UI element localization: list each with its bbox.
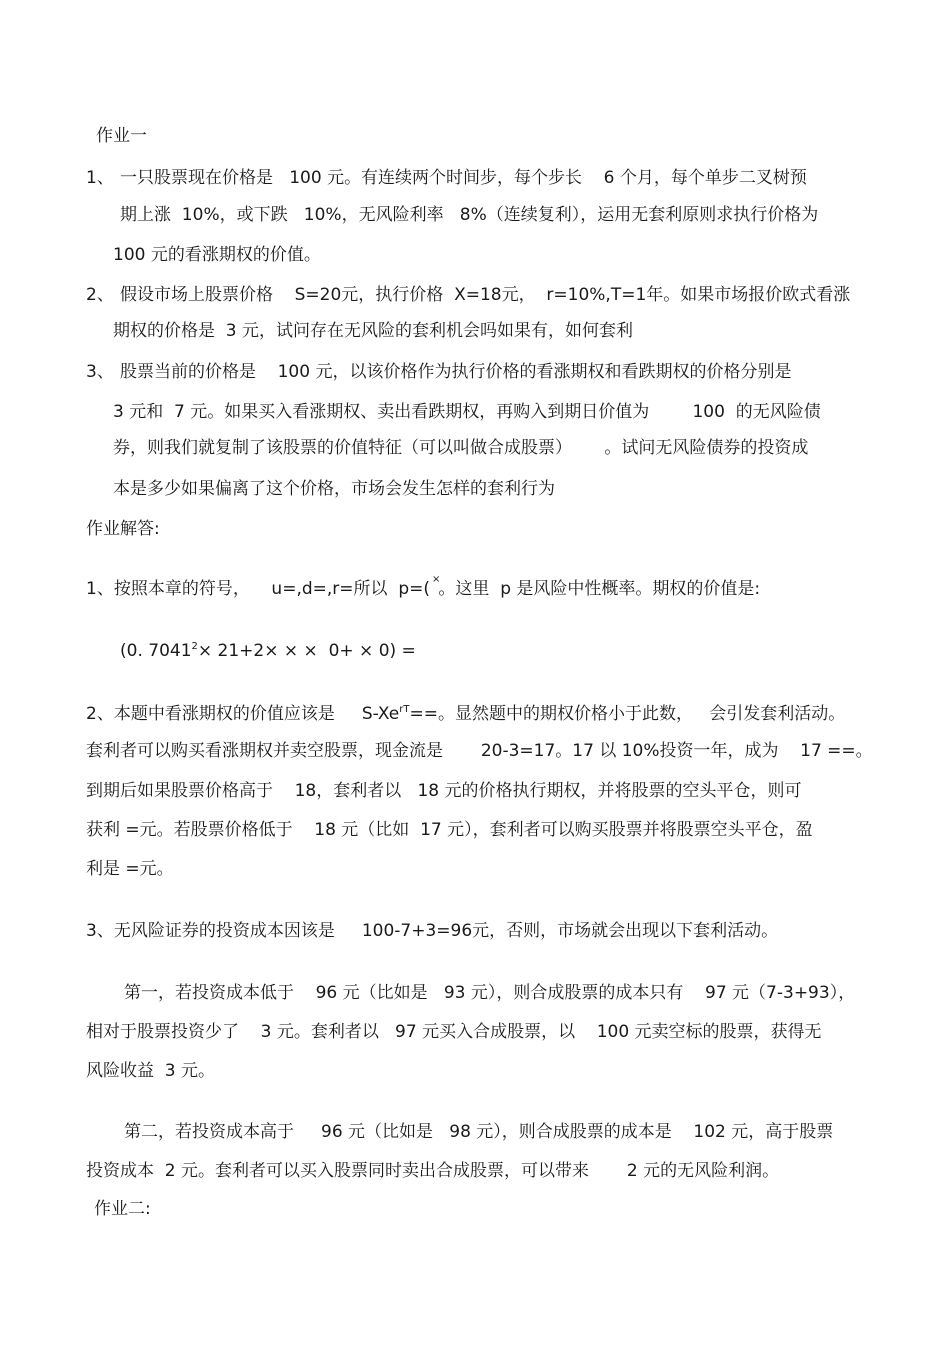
a1-formula-pre: (0. 7041 [120, 641, 192, 661]
a2-line-1-pre: 2、本题中看涨期权的价值应该是 S-Xe [86, 704, 400, 724]
q2-line-2: 期权的价格是 3 元，试问存在无风险的套利机会吗如果有，如何套利 [113, 321, 634, 341]
a1-line-2 [120, 640, 416, 662]
q2-number: 2、 [86, 285, 114, 305]
a1-line-1 [86, 574, 761, 603]
a2-line-1-post: ==。显然题中的期权价格小于此数， 会引发套利活动。 [409, 704, 846, 724]
hw1-title: 作业一 [96, 126, 147, 146]
q1-line-3: 100 元的看涨期权的价值。 [113, 245, 321, 265]
q3-line-4: 本是多少如果偏离了这个价格，市场会发生怎样的套利行为 [113, 479, 555, 499]
hw2-title: 作业二: [94, 1199, 151, 1219]
q1-line-2: 期上涨 10%，或下跌 10%，无风险利率 8%（连续复利），运用无套利原则求执行价格为 [120, 205, 819, 225]
a3-para1-line-3: 风险收益 3 元。 [86, 1061, 216, 1081]
a3-para2-line-1: 第二，若投资成本高于 96 元（比如是 98 元），则合成股票的成本是 102 元，高于股票 [124, 1122, 834, 1142]
a1-cross-mark: × [432, 574, 441, 585]
q3-line-2: 3 元和 7 元。如果买入看涨期权、卖出看跌期权，再购入到期日价值为 100 的无风险债 [113, 402, 821, 422]
a3-line-1: 3、无风险证券的投资成本因该是 100-7+3=96元，否则，市场就会出现以下套利活动。 [86, 921, 779, 941]
q1-line-1: 一只股票现在价格是 100 元。有连续两个时间步，每个步长 6 个月，每个单步二叉树预 [120, 168, 807, 188]
a3-para1-line-2: 相对于股票投资少了 3 元。套利者以 97 元买入合成股票，以 100 元卖空标的股票，获得无 [86, 1022, 822, 1042]
a3-para2-line-2: 投资成本 2 元。套利者可以买入股票同时卖出合成股票，可以带来 2 元的无风险利润。 [86, 1161, 780, 1181]
a1-formula-exponent: 2 [191, 641, 198, 652]
a2-line-5: 利是 =元。 [86, 859, 174, 879]
a2-line-1 [86, 703, 845, 725]
a2-line-4: 获利 =元。若股票价格低于 18 元（比如 17 元），套利者可以购买股票并将股票空头平仓，盈 [86, 820, 813, 840]
a1-line-1-main: 1、按照本章的符号， u=,d=,r=所以 p=( [86, 579, 431, 599]
q3-line-1: 股票当前的价格是 100 元，以该价格作为执行价格的看涨期权和看跌期权的价格分别是 [120, 362, 792, 382]
q3-number: 3、 [86, 362, 114, 382]
q1-number: 1、 [86, 168, 114, 188]
a2-exponent: rT [399, 704, 410, 715]
a1-line-1-tail: 。这里 p 是风险中性概率。期权的价值是: [438, 579, 761, 599]
q2-line-1: 假设市场上股票价格 S=20元，执行价格 X=18元， r=10%,T=1年。如果市场报价欧式看涨 [120, 285, 851, 305]
a3-para1-line-1: 第一，若投资成本低于 96 元（比如是 93 元），则合成股票的成本只有 97 元（7-3+93）， [124, 983, 856, 1003]
q3-line-3: 券，则我们就复制了该股票的价值特征（可以叫做合成股票） 。试问无风险债券的投资成 [113, 438, 809, 458]
answers-title: 作业解答: [86, 519, 160, 539]
a2-line-2: 套利者可以购买看涨期权并卖空股票，现金流是 20-3=17。17 以 10%投资一年，成为 17 ==。 [86, 741, 873, 761]
a2-line-3: 到期后如果股票价格高于 18，套利者以 18 元的价格执行期权，并将股票的空头平仓，则可 [86, 781, 802, 801]
a1-formula-post: × 21+2× × × 0+ × 0) = [197, 641, 416, 661]
